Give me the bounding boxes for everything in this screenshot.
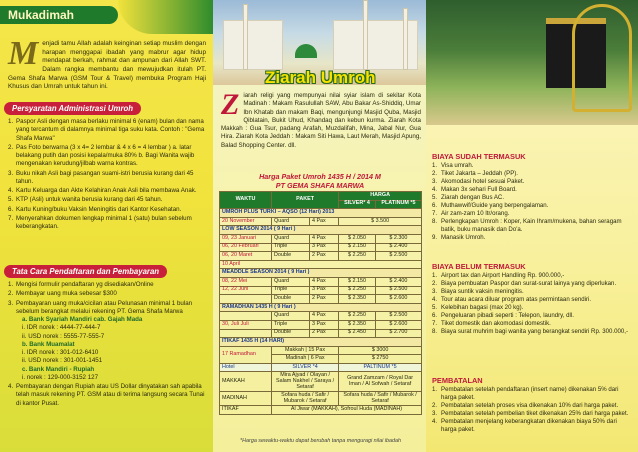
list-item: 3. Pembayaran uang muka/cicilan atau Pelunasan minimal 1 bulan sebelum berangkat melalui rekening PT. Gema Shafa Marwa a. Bank Syariah Mandiri cab. Gajah Mada i. IDR norek : 4444-77-444-7 ii. USD norek : 5555-77-555-7 b. Bank Muamalat i. IDR norek : 301-012-6410 ii. USD norek : 301-001-1451 c. Bank Mandiri - Rupiah i. norek : 129-000-3152 127 (8, 300, 206, 383)
list-item: 7. Menyerahkan dokumen lengkap minimal 1 (satu) bulan sebelum keberangkatan. (8, 214, 192, 230)
minaret (243, 4, 248, 70)
bank-account: i. IDR norek : 301-012-6410 (22, 349, 99, 356)
season-header: MEADDLE SEASON 2014 ( 9 Hari ) (220, 269, 422, 278)
package-price-table (219, 191, 422, 415)
season-header: ITIKAF 1435 H (14 HARI) (220, 338, 422, 347)
bank-account: i. norek : 129-000-3152 127 (22, 373, 99, 381)
bank-name: b. Bank Muamalat (22, 340, 75, 348)
table-row: 08, 22 Mei Quard 4 Pax $ 2.150 $ 2.400 (220, 277, 422, 286)
included-costs-list (432, 162, 632, 242)
ziarah-title: Ziarah Umroh (265, 68, 376, 87)
package-title-line: Harga Paket Umroh 1435 H / 2014 M (259, 172, 381, 181)
list-item: 3. Buku nikah Asli bagi pasangan suami-istri berusia kurang dari 45 tahun. (8, 169, 194, 185)
col-header-paket: PAKET (272, 192, 339, 209)
table-row: 06, 20 Februari Triple 3 Pax $ 2.150 $ 2.400 (220, 243, 422, 252)
minaret (403, 8, 408, 70)
table-row: Madinah | 6 Pax $ 2750 (220, 355, 422, 364)
included-costs-title: BIAYA SUDAH TERMASUK (432, 152, 526, 161)
list-item: 4. Makan 3x sehari Full Board. (432, 186, 517, 194)
intro-paragraph (8, 35, 206, 92)
list-item: 1. Mengisi formulir pendaftaran yg disediakan/Online (8, 281, 154, 288)
col-header-waktu: WAKTU (220, 192, 272, 209)
list-item: 9. Manasik Umroh. (432, 234, 486, 242)
green-dome (295, 44, 317, 58)
list-item: 1. Pembatalan setelah pendaftaran (insert name) dikenakan 5% dari harga paket. (432, 386, 619, 402)
season-header: LOW SEASON 2014 ( 9 Hari ) (220, 226, 422, 235)
list-item: 4. Kartu Keluarga dan Akte Kelahiran Anak Asli bila membawa Anak. (8, 187, 197, 194)
left-panel (0, 0, 213, 452)
season-header: UMROH PLUS TURKI – AQSO (12 Hari) 2013 (220, 209, 422, 218)
table-row: Quard 4 Pax $ 2.250 $ 2.500 (220, 312, 422, 321)
ziarah-paragraph (221, 88, 421, 150)
list-item: 4. Pembayaran dengan Rupiah atau US Dollar dinyatakan sah apabila telah masuk rekening PT. GSM atau di terima langsung secara Tunai di kantor Pusat. (8, 383, 205, 407)
list-item: 8. Perlengkapan Umroh : Koper, Kain Ihram/mukena, bahan seragam batik, buku manasik dan Do'a. (432, 218, 622, 234)
table-row: MADINAH Sofara huda / Safir / Mubarok / Setaraf Sofara huda / Safir / Mubarok / Setaraf (220, 392, 422, 406)
minaret (363, 0, 368, 70)
col-header-harga: HARGA (339, 192, 422, 201)
excluded-costs-list (432, 272, 632, 336)
package-title (239, 172, 401, 190)
price-footnote: *Harga sewaktu-waktu dapat berubah tanpa menguragi nilai ibadah (240, 438, 401, 444)
table-row: 06, 20 Maret Double 2 Pax $ 2.250 $ 2.500 (220, 252, 422, 261)
bank-list (16, 316, 206, 382)
package-company-line: PT GEMA SHAFA MARWA (275, 181, 365, 190)
ziarah-dropcap: Z (221, 88, 240, 121)
list-item: 1. Visa umrah. (432, 162, 474, 169)
excluded-costs-title: BIAYA BELUM TERMASUK (432, 262, 526, 271)
hotel-header-row: Hotel SILVER *4 PALTINUM *5 (220, 363, 422, 372)
cancellation-list (432, 386, 632, 434)
header-decoration (118, 0, 213, 34)
list-item: 5. Kelebihan bagasi (max 20 kg). (432, 304, 524, 312)
list-item: 4. Tour atau acara diluar program atas permintaan sendiri. (432, 296, 592, 304)
list-item: 5. KTP (Asli) untuk wanita berusia kurang dari 45 tahun. (8, 196, 163, 204)
kaaba-photo (426, 0, 638, 125)
table-row: 10 April (220, 260, 422, 269)
cancellation-title: PEMBATALAN (432, 376, 483, 385)
table-row: ITIKAF Al Jiwar (MAKKAH), Sofroul Huda (MADINAH) (220, 406, 422, 415)
table-row: 09, 23 Januari Quard 4 Pax $ 2.050 $ 2.300 (220, 234, 422, 243)
list-item: 2. Pembatalan setelah proses visa dikenakan 10% dari harga paket. (432, 402, 619, 410)
table-row: Double 2 Pax $ 2.450 $ 2.700 (220, 329, 422, 338)
list-item: 8. Biaya surat muhrim bagi wanita yang berangkat sendiri Rp. 300.000,- (432, 328, 628, 336)
payment-list (8, 281, 206, 409)
list-item: 4. Pembatalan menjelang keberangkatan dikenakan biaya 50% dari harga paket. (432, 418, 617, 434)
bank-account: ii. USD norek : 5555-77-555-7 (22, 332, 105, 340)
list-item: 6. Pengeluaran pibadi seperti : Telepon, laundry, dll. (432, 312, 574, 320)
arch-frame (572, 4, 632, 112)
middle-panel (213, 0, 426, 452)
bank-account: i. IDR norek : 4444-77-444-7 (22, 324, 101, 332)
list-item: 7. Tiket domestik dan akomodasi domestik. (432, 320, 551, 328)
list-item: 2. Membayar uang muka sebesar $300 (8, 290, 117, 298)
table-row: 17 Ramadhan Makkah | 15 Pax $ 3000 (220, 346, 422, 355)
list-item: 5. Ziarah dengan Bus AC. (432, 194, 505, 202)
table-row: 12, 22 Juni Triple 3 Pax $ 2.250 $ 2.500 (220, 286, 422, 295)
table-row: 20 November Quard 4 Pax $ 3.500 (220, 217, 422, 226)
section-requirements-title: Persyaratan Administrasi Umroh (4, 102, 141, 115)
requirements-list (8, 118, 206, 232)
list-item: 3. Akomodasi hotel sesuai Paket. (432, 178, 525, 186)
mukadimah-header (0, 6, 118, 24)
col-header-platinum: PLATINUM *5 (375, 200, 421, 209)
list-item: 1. Paspor Asli dengan masa berlaku minimal 6 (enam) bulan dan nama yang tercantum di dalamnya minimal tiga suku kata. Contoh : "Gema Shafa Marwa" (8, 118, 205, 142)
bank-name: a. Bank Syariah Mandiri cab. Gajah Mada (22, 316, 143, 323)
list-item: 2. Biaya pembuatan Paspor dan surat-surat lainya yang diperlukan. (432, 280, 617, 288)
list-item: 3. Pembatalan setelah pembelian tiket dikenakan 25% dari harga paket. (432, 410, 629, 418)
table-row: Double 2 Pax $ 2.350 $ 2.600 (220, 295, 422, 304)
section-payment-title: Tata Cara Pendaftaran dan Pembayaran (4, 265, 167, 278)
ziarah-text: iarah religi yang mempunyai nilai syiar islam di sekitar Kota Madinah : Makam Rasulullah SAW, Abu Bakar As-Shiddiq, Umar Ibn Khatab dan makam Baqi, mengunjungi Masjid Quba, Masjid Qiblatain, Bukit Uhud, Khandaq dan kebun kurma. Ziarah Kota Makkah : Gua Tsur, padang Arafah, Muzdalifah, Mina, Jabal Nur, Gua Hira. Ziarah Kota Jeddah : Makam Siti Hawa, Laut Merah, Masjid Apung, Balad Shopping Center. dll. (221, 92, 421, 149)
col-header-silver: SILVER* 4 (339, 200, 376, 209)
mukadimah-title: Mukadimah (8, 8, 75, 22)
season-header: RAMADHAN 1435 H ( 9 Hari ) (220, 303, 422, 312)
list-item: 2. Pas Foto berwarna (3 x 4= 2 lembar & 4 x 6 = 4 lembar ) a. latar belakang putih dan posisi kepala/muka 80% b. Bagi Wanita wajib mengenakan kerudung/jilbab warna kontras. (8, 143, 195, 168)
list-item: 3. Biaya suntik vaksin meningitis. (432, 288, 524, 296)
list-item: 1. Airport tax dan Airport Handling Rp. 900.000,- (432, 272, 565, 279)
bank-name: c. Bank Mandiri - Rupiah (22, 365, 95, 373)
list-item: 2. Tiket Jakarta – Jeddah (PP). (432, 170, 518, 178)
bank-account: ii. USD norek : 301-001-1451 (22, 357, 103, 365)
mosque-building-left (223, 20, 283, 70)
intro-dropcap: M (8, 35, 39, 72)
intro-text: enjadi tamu Allah adalah keinginan setiap muslim dengan harapan menggapai ibadah yang mabrur agar hidup mendapat berkah, rahmat dan ampunan dari Allah SWT. Dalam rangka membantu dan mewujudkan itulah PT. Gema Shafa Marwa (GSM Tour & Travel) membuka Program Haji Khusus dan Umrah untuk tahun ini. (8, 40, 206, 91)
table-row: 30, Juli Juli Triple 3 Pax $ 2.350 $ 2.600 (220, 320, 422, 329)
right-panel (426, 0, 638, 452)
table-row: MAKKAH Mira Ajyad / Olayan / Salam Nakhel / Saraya / Setaraf Grand Zamzam / Royal Dar Iman / Al Sofwah / Setaraf (220, 372, 422, 392)
list-item: 6. Muthawwif/Guide yang berpengalaman. (432, 202, 549, 210)
list-item: 7. Air zam-zam 10 ltr/orang. (432, 210, 510, 218)
list-item: 6. Kartu Kuning/buku Vaksin Meningitis dari Kantor Kesehatan. (8, 205, 182, 213)
